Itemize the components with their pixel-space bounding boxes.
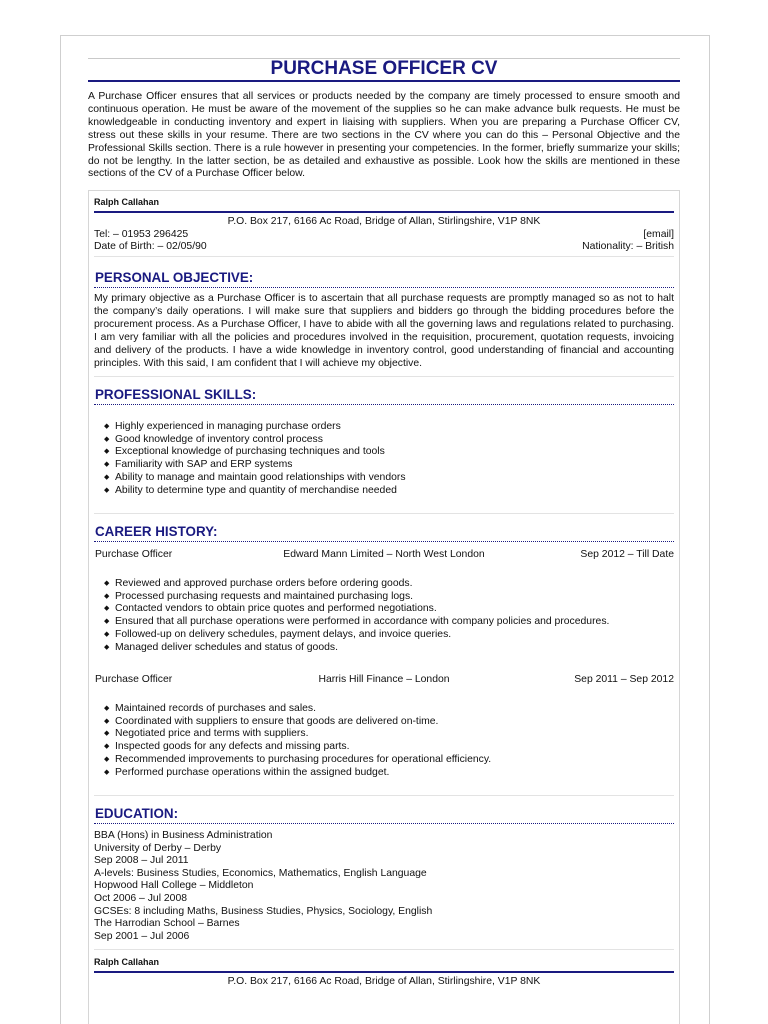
list-item: ◆ Inspected goods for any defects and missing parts. — [104, 741, 350, 753]
list-item: ◆ Familiarity with SAP and ERP systems — [104, 459, 293, 471]
job-role: Purchase Officer — [95, 674, 173, 685]
education-list — [94, 830, 674, 943]
job-dates: Sep 2012 – Till Date — [580, 549, 674, 560]
footer-address: P.O. Box 217, 6166 Ac Road, Bridge of Allan, Stirlingshire, V1P 8NK — [227, 976, 541, 987]
bullet-icon: ◆ — [104, 592, 110, 600]
skills-rule — [94, 404, 674, 405]
bullet-icon: ◆ — [104, 473, 110, 481]
bullet-icon: ◆ — [104, 630, 110, 638]
list-item: ◆ Processed purchasing requests and maintained purchasing logs. — [104, 590, 414, 602]
list-item: ◆ Ensured that all purchase operations were performed in accordance with company policies and procedures. — [104, 616, 610, 628]
title-underline — [88, 80, 680, 82]
cv-email[interactable]: [email] — [643, 229, 674, 240]
education-heading: EDUCATION: — [95, 806, 179, 821]
intro-paragraph: A Purchase Officer ensures that all services or products needed by the company are timely processed to ensure smooth and continuous operation. He must be aware of the movement of the supplies so he can make advance bulk requests. He must be knowledgeable in conducting inventory and expert in liaising with suppliers. When you are preparing a Purchase Officer CV, stress out these skills in your resume. There are two sections in the CV where you can do this – Personal Objective and the Professional Skills section. There is a rule however in presenting your competencies. In the former, briefly summarize your skills; do not be lengthy. In the latter section, be as detailed and exhaustive as possible. Look how the skills are mentioned in these sections of the CV of a Purchase Officer below. — [88, 91, 680, 180]
list-item: ◆ Followed-up on delivery schedules, payment delays, and invoice queries. — [104, 628, 452, 640]
job-role: Purchase Officer — [95, 549, 173, 560]
header-divider — [94, 256, 674, 257]
list-item: ◆ Performed purchase operations within the assigned budget. — [104, 766, 390, 778]
education-line: University of Derby – Derby — [94, 842, 222, 854]
bullet-icon: ◆ — [104, 423, 110, 430]
education-line: The Harrodian School – Barnes — [94, 918, 240, 930]
list-item: ◆ Managed deliver schedules and status of goods. — [104, 641, 338, 653]
page-title: PURCHASE OFFICER CV — [270, 58, 498, 79]
job-duties-list — [95, 703, 673, 779]
bullet-icon: ◆ — [104, 461, 110, 469]
objective-divider — [94, 376, 674, 377]
education-line: BBA (Hons) in Business Administration — [94, 830, 273, 841]
education-line: Hopwood Hall College – Middleton — [94, 880, 254, 892]
list-item: ◆ Good knowledge of inventory control process — [104, 433, 323, 445]
bullet-icon: ◆ — [104, 755, 110, 763]
list-item: ◆ Ability to determine type and quantity of merchandise needed — [104, 484, 397, 496]
job-duties-list — [95, 578, 673, 654]
cv-tel: Tel: – 01953 296425 — [94, 229, 189, 240]
education-line: Oct 2006 – Jul 2008 — [94, 892, 188, 904]
footer-name: Ralph Callahan — [94, 957, 160, 967]
career-divider — [94, 795, 674, 796]
career-heading: CAREER HISTORY: — [95, 524, 218, 539]
education-line: Sep 2001 – Jul 2006 — [94, 930, 190, 942]
bullet-icon: ◆ — [104, 768, 110, 776]
bullet-icon: ◆ — [104, 643, 110, 651]
education-rule — [94, 823, 674, 824]
cv-address: P.O. Box 217, 6166 Ac Road, Bridge of Allan, Stirlingshire, V1P 8NK — [227, 216, 541, 227]
list-item: ◆ Contacted vendors to obtain price quotes and performed negotiations. — [104, 603, 437, 615]
objective-text: My primary objective as a Purchase Officer is to ascertain that all purchase requests are promptly managed so as not to halt the company’s daily operations. I will make sure that suppliers and bidders go through the bidding procedures before the procurement process. As a Purchase Officer, I have to abide with all the governing laws and regulations related to purchasing. I am very familiar with all the policies and procedures involved in the requisition, procurement, quotation requests, invoicing and delivery of the products. I have a wide knowledge in inventory control, good understanding of financial and accounting principles. With this said, I am confident that I will achieve my objective. — [94, 293, 674, 369]
career-rule — [94, 541, 674, 542]
title-block — [88, 58, 680, 82]
job-company: Edward Mann Limited – North West London — [283, 549, 485, 560]
bullet-icon: ◆ — [104, 435, 110, 443]
list-item: ◆ Exceptional knowledge of purchasing techniques and tools — [104, 446, 385, 458]
education-line: GCSEs: 8 including Maths, Business Studies, Physics, Sociology, English — [94, 905, 433, 917]
footer-rule — [94, 971, 674, 973]
bullet-icon: ◆ — [104, 486, 110, 494]
cv-name: Ralph Callahan — [94, 197, 160, 207]
education-line: A-levels: Business Studies, Economics, Mathematics, English Language — [94, 867, 427, 879]
bullet-icon: ◆ — [104, 618, 110, 626]
skills-list — [95, 421, 673, 497]
list-item: ◆ Negotiated price and terms with suppliers. — [104, 728, 309, 740]
bullet-icon: ◆ — [104, 580, 110, 587]
education-line: Sep 2008 – Jul 2011 — [94, 855, 189, 867]
cv-dob: Date of Birth: – 02/05/90 — [94, 241, 207, 252]
list-item: ◆ Maintained records of purchases and sales. — [104, 703, 316, 714]
bullet-icon: ◆ — [104, 743, 110, 751]
job-company: Harris Hill Finance – London — [318, 674, 450, 685]
bullet-icon: ◆ — [104, 730, 110, 738]
list-item: ◆ Reviewed and approved purchase orders before ordering goods. — [104, 578, 413, 589]
objective-rule — [94, 287, 674, 288]
bullet-icon: ◆ — [104, 705, 110, 712]
list-item: ◆ Ability to manage and maintain good relationships with vendors — [104, 471, 406, 483]
bullet-icon: ◆ — [104, 448, 110, 456]
education-divider — [94, 949, 674, 950]
bullet-icon: ◆ — [104, 605, 110, 613]
list-item: ◆ Recommended improvements to purchasing procedures for operational efficiency. — [104, 753, 492, 765]
skills-divider — [94, 513, 674, 514]
skills-heading: PROFESSIONAL SKILLS: — [95, 387, 257, 402]
list-item: ◆ Highly experienced in managing purchase orders — [104, 421, 341, 432]
list-item: ◆ Coordinated with suppliers to ensure that goods are delivered on-time. — [104, 715, 439, 727]
cv-nationality: Nationality: – British — [582, 241, 674, 252]
bullet-icon: ◆ — [104, 717, 110, 725]
header-rule — [94, 211, 674, 213]
job-dates: Sep 2011 – Sep 2012 — [574, 674, 674, 685]
objective-heading: PERSONAL OBJECTIVE: — [95, 270, 254, 285]
